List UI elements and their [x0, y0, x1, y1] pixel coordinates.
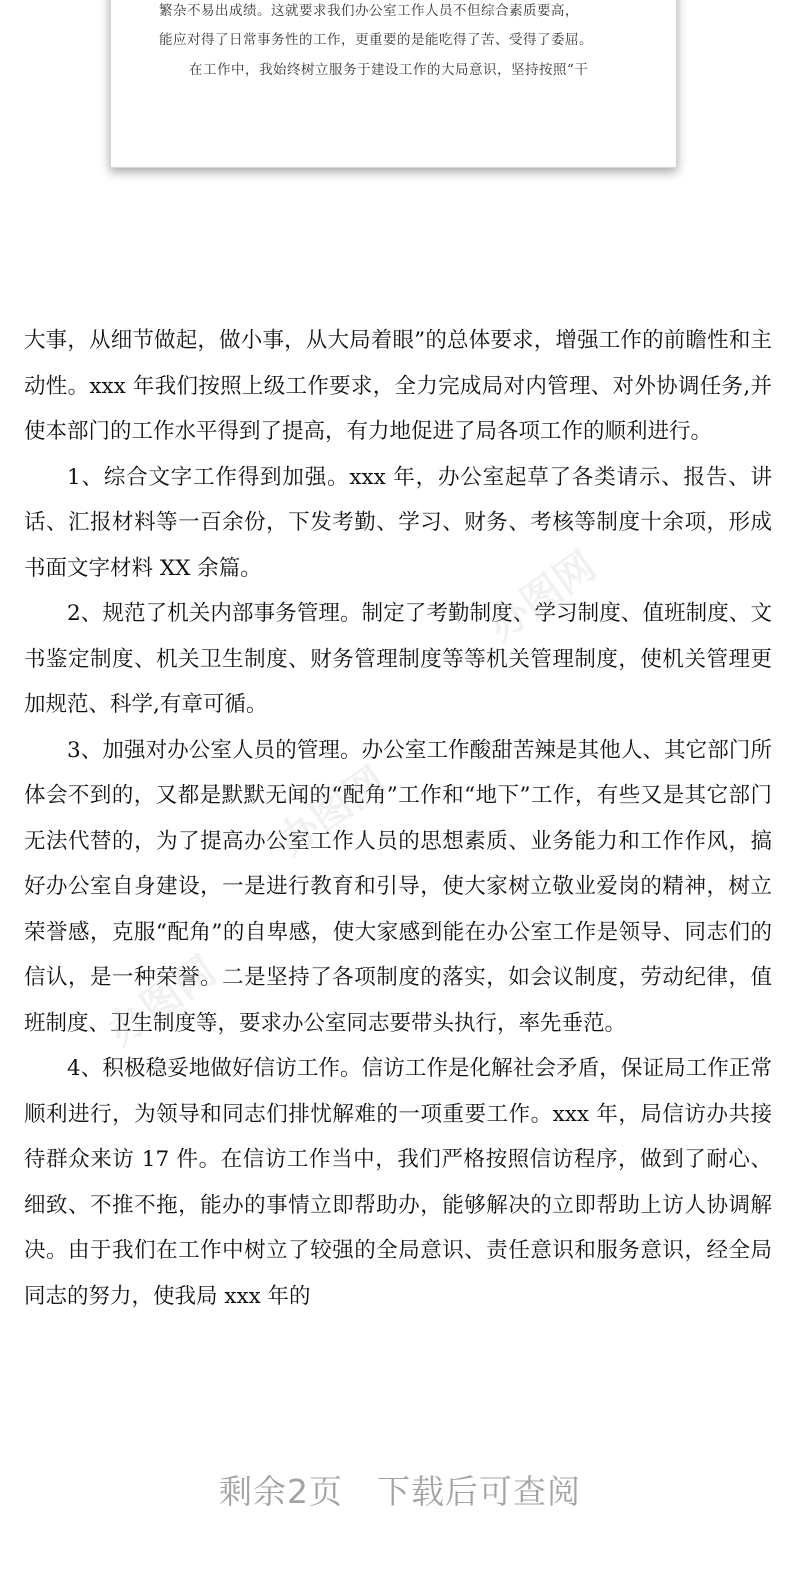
preview-line: 在工作中，我始终树立服务于建设工作的大局意识，坚持按照“干 [189, 62, 589, 78]
watermark: 办图网 [99, 948, 225, 1055]
watermark: 办图网 [269, 758, 395, 865]
preview-line: 繁杂不易出成绩。这就要求我们办公室工作人员不但综合素质要高， [159, 3, 579, 19]
paragraph: 1、综合文字工作得到加强。xxx 年，办公室起草了各类请示、报告、讲话、汇报材料等一百余份，下发考勤、学习、财务、考核等制度十余项，形成书面文字材料 XX 余篇。 [24, 464, 772, 581]
paragraph: 大事，从细节做起，做小事，从大局着眼”的总体要求，增强工作的前瞻性和主动性。xxx 年我们按照上级工作要求，全力完成局对内管理、对外协调任务,并使本部门的工作水平得到了提高，有力地促进了局各项工作的顺利进行。 [24, 328, 772, 444]
document-body [24, 318, 772, 1319]
paragraph: 2、规范了机关内部事务管理。制定了考勤制度、学习制度、值班制度、文书鉴定制度、机关卫生制度、财务管理制度等等机关管理制度，使机关管理更加规范、科学,有章可循。 [24, 601, 772, 717]
preview-line: 能应对得了日常事务性的工作，更重要的是能吃得了苦、受得了委屈。 [159, 32, 593, 48]
watermark: 办图网 [479, 543, 605, 650]
remaining-pages-label: 剩余2页 [219, 1472, 343, 1511]
paragraph: 3、加强对办公室人员的管理。办公室工作酸甜苦辣是其他人、其它部门所体会不到的，又都是默默无闻的“配角”工作和“地下”工作，有些又是其它部门无法代替的，为了提高办公室工作人员的思想素质、业务能力和工作作风，搞好办公室自身建设，一是进行教育和引导，使大家树立敬业爱岗的精神，树立荣誉感，克服“配角”的自卑感，使大家感到能在办公室工作是领导、同志们的信认，是一种荣誉。二是坚持了各项制度的落实，如会议制度，劳动纪律，值班制度、卫生制度等，要求办公室同志要带头执行，率先垂范。 [24, 737, 772, 1036]
remaining-pages-notice[interactable] [0, 1466, 800, 1513]
paragraph: 4、积极稳妥地做好信访工作。信访工作是化解社会矛盾，保证局工作正常顺利进行，为领导和同志们排忧解难的一项重要工作。xxx 年，局信访办共接待群众来访 17 件。在信访工作当中，我们严格按照信访程序，做到了耐心、细致、不推不拖，能办的事情立即帮助办，能够解决的立即帮助上访人协调解决。由于我们在工作中树立了较强的全局意识、责任意识和服务意识，经全局同志的努力，使我局 xxx 年的 [24, 1056, 772, 1309]
download-to-view-label: 下载后可查阅 [377, 1472, 581, 1511]
document-preview-card [110, 0, 677, 168]
